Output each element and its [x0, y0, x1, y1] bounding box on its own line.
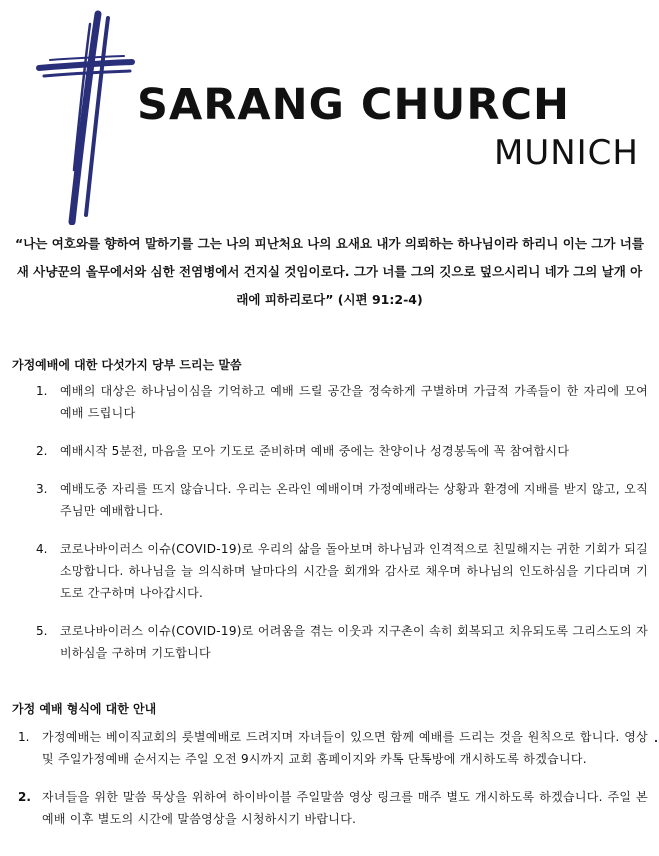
section-heading-five-requests: 가정예배에 대한 다섯가지 당부 드리는 말씀: [12, 358, 242, 372]
list-item-number: 2.: [18, 790, 31, 804]
list-item-text: 예배시작 5분전, 마음을 모아 기도로 준비하며 예배 중에는 찬양이나 성경봉독에 꼭 참여합시다: [60, 444, 570, 458]
list-item-number: 1.: [36, 384, 48, 398]
church-logo-cross-icon: [36, 10, 136, 225]
list-item: [18, 786, 648, 830]
list-item-number: 2.: [36, 444, 48, 458]
list-item-text: 예배도중 자리를 뜨지 않습니다. 우리는 온라인 예배이며 가정예배라는 상황과 환경에 지배를 받지 않고, 오직 주님만 예배합니다.: [60, 482, 648, 518]
list-item-text: 코로나바이러스 이슈(COVID-19)로 어려움을 겪는 이웃과 지구촌이 속히 회복되고 치유되도록 그리스도의 자비하심을 구하며 기도합니다: [60, 624, 648, 660]
list-item: [36, 478, 648, 522]
list-item: [18, 726, 648, 770]
church-name: SARANG CHURCH: [137, 80, 571, 130]
section-heading-worship-format: 가정 예배 형식에 대한 안내: [12, 702, 157, 716]
stray-mark: [655, 740, 657, 742]
list-item-number: 4.: [36, 542, 48, 556]
list-item-text: 예배의 대상은 하나님이심을 기억하고 예배 드릴 공간을 정숙하게 구별하며 가급적 가족들이 한 자리에 모여 예배 드립니다: [60, 384, 648, 420]
list-item-number: 3.: [36, 482, 48, 496]
list-item: [36, 380, 648, 424]
requests-list: [36, 380, 648, 680]
church-city: MUNICH: [494, 133, 639, 173]
list-item-text: 코로나바이러스 이슈(COVID-19)로 우리의 삶을 돌아보며 하나님과 인격적으로 친밀해지는 귀한 기회가 되길 소망합니다. 하나님을 늘 의식하며 날마다의 시간을 회개와 감사로 채우며 하나님의 인도하심을 기다리며 기도로 간구하며 나아갑시다.: [60, 542, 648, 600]
list-item-number: 5.: [36, 624, 48, 638]
list-item-number: 1.: [18, 730, 30, 744]
format-guide-list: [18, 726, 648, 846]
list-item: [36, 538, 648, 604]
list-item: [36, 440, 648, 462]
list-item-text: 자녀들을 위한 말씀 묵상을 위하여 하이바이블 주일말씀 영상 링크를 매주 별도 개시하도록 하겠습니다. 주일 본 예배 이후 별도의 시간에 말씀영상을 시청하시기 바랍니다.: [42, 790, 648, 826]
list-item-text: 가정예배는 베이직교회의 릇별예배로 드려지며 자녀들이 있으면 함께 예배를 드리는 것을 원칙으로 합니다. 영상 및 주일가정예배 순서지는 주일 오전 9시까지 교회 홈페이지와 카톡 단톡방에 개시하도록 하겠습니다.: [42, 730, 648, 766]
bible-verse-quote: “나는 여호와를 향하여 말하기를 그는 나의 피난처요 나의 요새요 내가 의뢰하는 하나님이라 하리니 이는 그가 너를 새 사냥꾼의 올무에서와 심한 전염병에서 건지실 것임이로다. 그가 너를 그의 깃으로 덮으시리니 네가 그의 날개 아래에 피하리로다” (시편 91:2-4): [15, 236, 644, 307]
list-item: [36, 620, 648, 664]
